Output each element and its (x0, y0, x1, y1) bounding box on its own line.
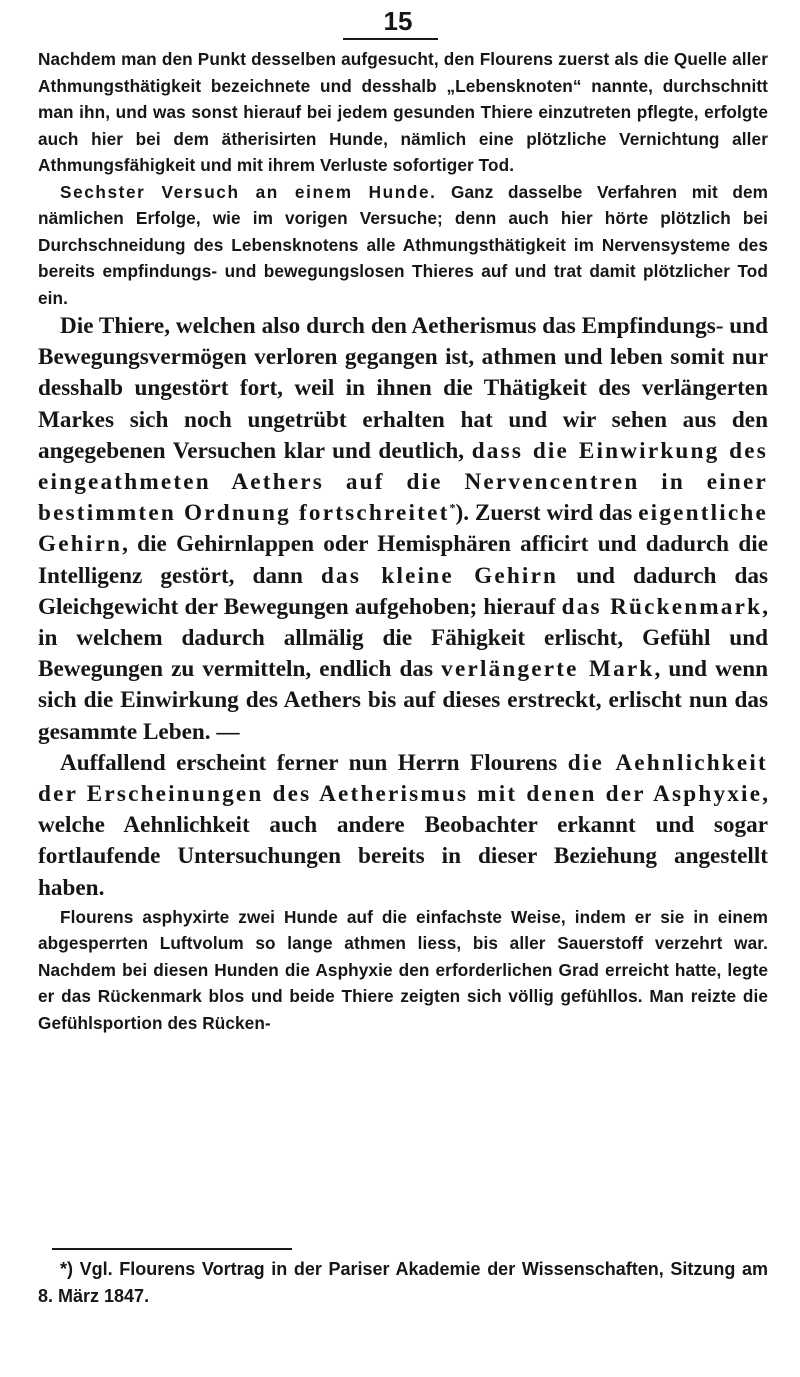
footnote-rule (52, 1248, 292, 1250)
emphasis-medulla: verlängerte Mark (441, 656, 655, 683)
emphasis-cerebrum: eigentliche Gehirn (38, 500, 768, 558)
paragraph-3-text-6: , und wenn sich die Einwirkung des Aethers bis auf dieses erstreckt, erlischt nun das gesammte Leben. — (38, 656, 768, 745)
experiment-heading: Sechster Versuch an einem Hunde. (60, 181, 437, 202)
body-text (38, 46, 768, 1036)
emphasis-spinal-cord: das Rückenmark (561, 593, 763, 620)
emphasis-ordering: dass die Einwirkung des eingeathmeten Aethers auf die Nervencentren in einer bestimmten Ordnung fortschreitet (38, 437, 768, 527)
paragraph-3-text-1: Die Thiere, welchen also durch den Aetherismus das Empfindungs- und Bewegungsvermögen verloren gegangen ist, athmen und leben somit nur desshalb ungestört fort, weil in ihnen die Thätigkeit des verlängerten Markes sich noch ungetrübt erhalten hat und wir sehen aus den angegebenen Versuchen klar und deutlich, (38, 313, 768, 464)
book-page (38, 0, 768, 1377)
footnote-marker: * (449, 500, 456, 515)
paragraph-5: Flourens asphyxirte zwei Hunde auf die einfachste Weise, indem er sie in einem abgesperrten Luftvolum so lange athmen liess, bis aller Sauerstoff verzehrt war. Nachdem bei diesen Hunden die Asphyxie den erforderlichen Grad erreicht hatte, legte er das Rückenmark blos und beide Thiere zeigten sich völlig gefühllos. Man reizte die Gefühlsportion des Rücken- (38, 906, 768, 1033)
page-number-rule (343, 38, 438, 40)
paragraph-2-text: Ganz dasselbe Verfahren mit dem nämlichen Erfolge, wie im vorigen Versuche; denn auch hier hörte plötzlich bei Durchschneidung des Lebensknotens alle Athmungsthätigkeit im Nervensysteme des bereits empfindungs- und bewegungslosen Thieres auf und trat damit plötzlicher Tod ein. (38, 181, 768, 308)
page-number: 15 (383, 6, 413, 36)
paragraph-2 (38, 179, 768, 312)
footnote: *) Vgl. Flourens Vortrag in der Pariser Akademie der Wissenschaften, Sitzung am 8. März 1847. (38, 1259, 768, 1306)
paragraph-3-text-3: , die Gehirnlappen oder Hemisphären afficirt und dadurch die Intelligenz gestört, dann (38, 531, 768, 589)
emphasis-asphyxia: die Aehnlichkeit der Erscheinungen des Aetherismus mit denen der Asphyxie (38, 749, 768, 808)
paragraph-4-text-1: Auffallend erscheint ferner nun Herrn Flourens (60, 749, 568, 776)
paragraph-3-text-4: und dadurch das Gleichgewicht der Bewegungen aufgehoben; hierauf (38, 562, 768, 620)
paragraph-1: Nachdem man den Punkt desselben aufgesucht, den Flourens zuerst als die Quelle aller Athmungsthätigkeit bezeichnete und desshalb „Lebensknoten“ nannte, durchschnitt man ihn, und was sonst hierauf bei jedem gesunden Thiere einzutreten pflegte, erfolgte auch hier bei dem ätherisirten Hunde, nämlich eine plötzliche Vernichtung aller Athmungsfähigkeit und mit ihrem Verluste sofortiger Tod. (38, 49, 768, 175)
emphasis-cerebellum: das kleine Gehirn (320, 562, 559, 589)
paragraph-4 (38, 748, 768, 904)
paragraph-3-text-2: ). Zuerst wird das (455, 500, 639, 527)
paragraph-4-text-2: , welche Aehnlichkeit auch andere Beobachter erkannt und sogar fortlaufende Untersuchungen bereits in dieser Beziehung angestellt haben. (38, 781, 768, 901)
paragraph-3-text-5: , in welchem dadurch allmälig die Fähigkeit erlischt, Gefühl und Bewegungen zu vermitteln, endlich das (38, 593, 768, 683)
paragraph-3 (38, 311, 768, 748)
